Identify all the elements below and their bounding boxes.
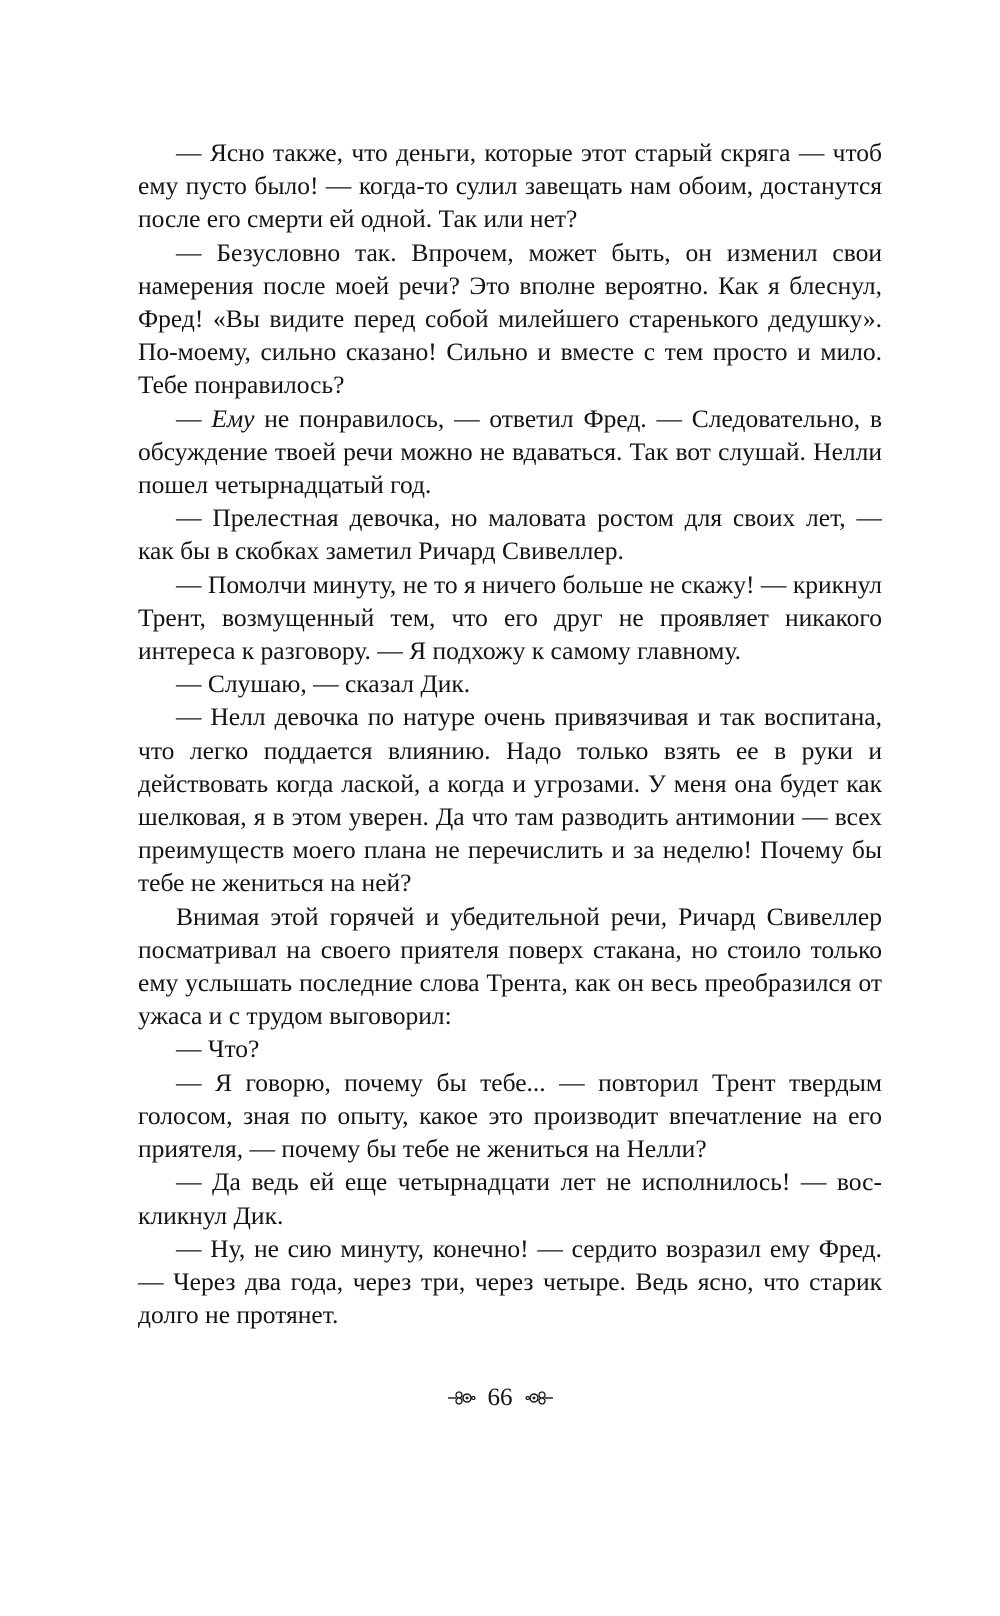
paragraph-12: — Ну, не сию минуту, конечно! — сердито возразил ему Фред. — Через два года, через три, через четыре. Ведь ясно, что старик долго не протянет. <box>138 1233 882 1330</box>
paragraph-6: — Слушаю, — сказал Дик. <box>176 669 471 699</box>
paragraph-7: — Нелл девочка по натуре очень привязчивая и так воспитана, что легко поддается влиянию. Надо только взять ее в руки и действовать когда лаской, а когда и угрозами. У меня она будет как шелковая, я в этом уверен. Да что там разводить антимонии — всех преимуществ моего плана не перечислить и за неделю! Почему бы тебе не жениться на ней? <box>138 702 882 898</box>
emphasis-word: Ему <box>211 403 255 433</box>
paragraph-3 <box>138 402 882 502</box>
paragraph-11: — Да ведь ей еще четырнадцати лет не исполнилось! — воскликнул Дик. <box>138 1167 882 1230</box>
paragraph-8: Внимая этой горячей и убедительной речи, Ричард Свивеллер посматривал на своего приятеля поверх стакана, но стоило только ему услышать последние слова Трента, как он весь преобразился от ужаса и с трудом выговорил: <box>138 901 882 1031</box>
paragraph-5: — Помолчи минуту, не то я ничего больше не скажу! — крикнул Трент, возмущенный тем, что его друг не проявляет никакого интереса к разговору. — Я подхожу к самому главному. <box>138 569 882 666</box>
paragraph-3-rest: не понравилось, — ответил Фред. — Следовательно, в обсуждение твоей речи можно не вдаваться. Так вот слушай. Нелли пошел четырнадцатый год. <box>138 403 883 500</box>
page-folio <box>0 1378 1000 1418</box>
fleuron-right-icon <box>525 1389 555 1407</box>
paragraph-4: — Прелестная девочка, но маловата ростом для своих лет, — как бы в скобках заметил Ричард Свивеллер. <box>138 503 882 566</box>
paragraph-10: — Я говорю, почему бы тебе... — повторил Трент твердым голосом, зная по опыту, какое это производит впечатление на его приятеля, — почему бы тебе не жениться на Нелли? <box>138 1067 882 1164</box>
page-number: 66 <box>487 1384 513 1411</box>
paragraph-9: — Что? <box>176 1034 260 1064</box>
paragraph-2: — Безусловно так. Впрочем, может быть, он изменил свои намерения после моей речи? Это вполне вероятно. Как я блеснул, Фред! «Вы видите перед собой милейшего старенького дедушку». По-моему, сильно сказано! Сильно и вместе с тем просто и мило. Тебе понравилось? <box>138 237 882 400</box>
fleuron-left-icon <box>446 1389 476 1407</box>
body-text <box>138 136 882 1331</box>
dash-lead: — <box>176 403 212 433</box>
paragraph-1: — Ясно также, что деньги, которые этот старый скряга — чтоб ему пусто было! — когда-то сулил завещать нам обоим, достанутся после его смерти ей одной. Так или нет? <box>138 138 882 234</box>
